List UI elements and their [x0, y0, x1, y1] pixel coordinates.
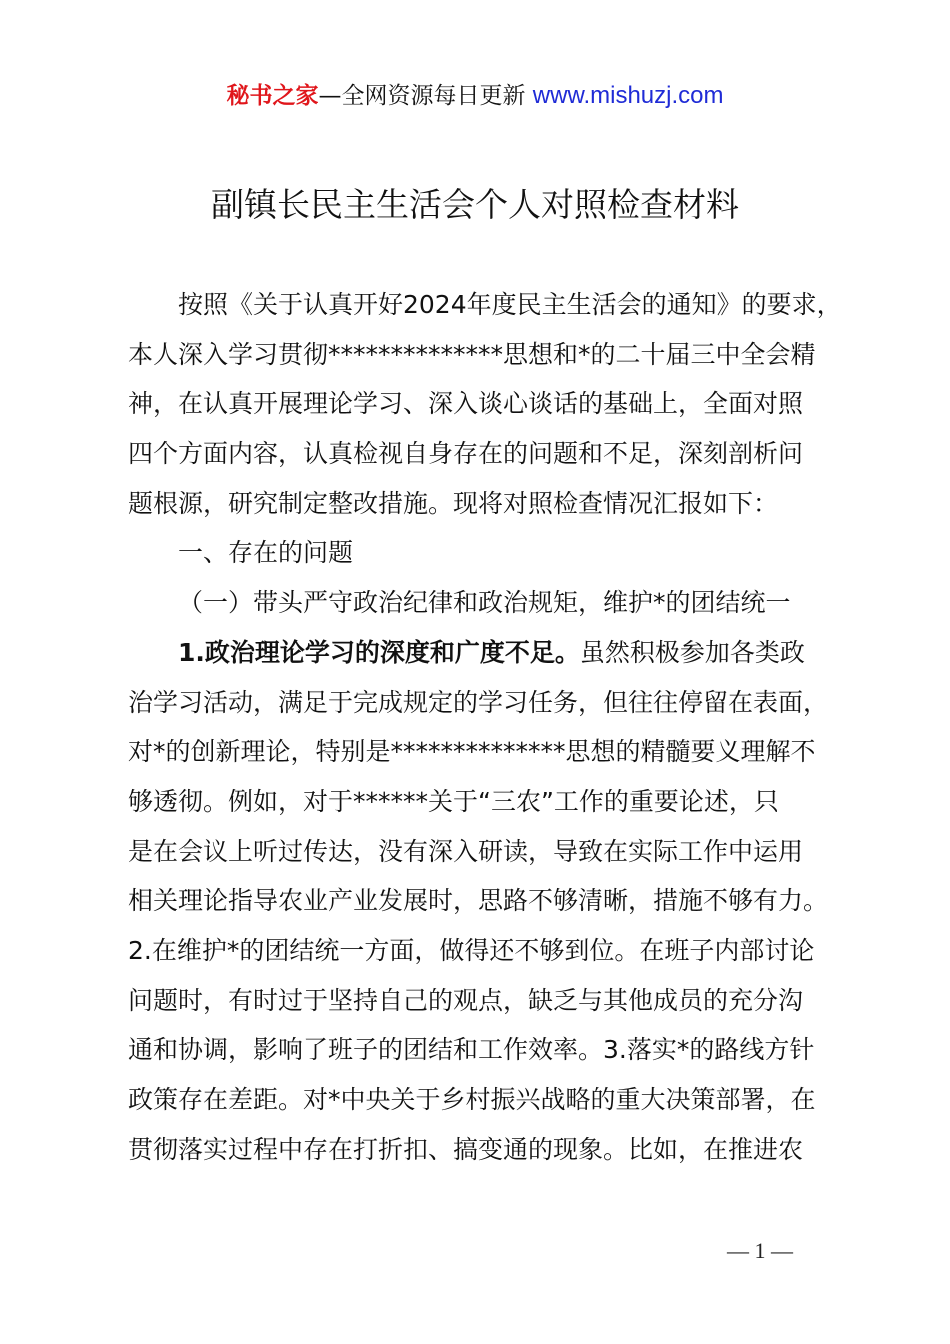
- document-body: [128, 280, 858, 1174]
- section-heading: 一、存在的问题: [178, 538, 354, 568]
- paragraph-line: [128, 628, 858, 678]
- document-title: 副镇长民主生活会个人对照检查材料: [211, 185, 739, 224]
- point-heading: 1.政治理论学习的深度和广度不足。: [178, 637, 580, 667]
- site-url-link[interactable]: www.mishuzj.com: [532, 82, 724, 109]
- paragraph-line: 治学习活动，满足于完成规定的学习任务，但往往停留在表面，: [128, 687, 829, 717]
- paragraph-line: 题根源，研究制定整改措施。现将对照检查情况汇报如下：: [128, 488, 779, 518]
- paragraph-line: 对*的创新理论，特别是**************思想的精髓要义理解不: [128, 737, 816, 767]
- header-slogan: 全网资源每日更新: [341, 83, 526, 109]
- paragraph-line: 本人深入学习贯彻**************思想和*的二十届三中全会精: [128, 339, 816, 369]
- paragraph-line: 问题时，有时过于坚持自己的观点，缺乏与其他成员的充分沟: [128, 985, 804, 1015]
- paragraph-line: 相关理论指导农业产业发展时，思路不够清晰，措施不够有力。: [128, 886, 829, 916]
- paragraph-line: 通和协调，影响了班子的团结和工作效率。3.落实*的路线方针: [128, 1035, 815, 1065]
- paragraph-line: 2.在维护*的团结统一方面，做得还不够到位。在班子内部讨论: [128, 935, 815, 965]
- paragraph-line: 按照《关于认真开好2024年度民主生活会的通知》的要求，: [178, 290, 842, 319]
- subsection-heading: （一）带头严守政治纪律和政治规矩，维护*的团结统一: [178, 588, 791, 618]
- paragraph-line: 是在会议上听过传达，没有深入研读，导致在实际工作中运用: [128, 836, 804, 866]
- paragraph-line: 政策存在差距。对*中央关于乡村振兴战略的重大决策部署，在: [128, 1085, 816, 1114]
- point-text: 虽然积极参加各类政: [579, 637, 805, 667]
- page-number: — 1 —: [727, 1238, 793, 1263]
- paragraph-line: 够透彻。例如，对于******关于“三农”工作的重要论述，只: [128, 786, 779, 816]
- paragraph-line: 四个方面内容，认真检视自身存在的问题和不足，深刻剖析问: [128, 439, 804, 469]
- brand-name: 秘书之家: [226, 83, 319, 109]
- paragraph-line: 神，在认真开展理论学习、深入谈心谈话的基础上，全面对照: [128, 389, 804, 419]
- site-header: [0, 80, 950, 112]
- header-dash: —: [318, 83, 342, 109]
- paragraph-line: 贯彻落实过程中存在打折扣、搞变通的现象。比如，在推进农: [128, 1134, 804, 1164]
